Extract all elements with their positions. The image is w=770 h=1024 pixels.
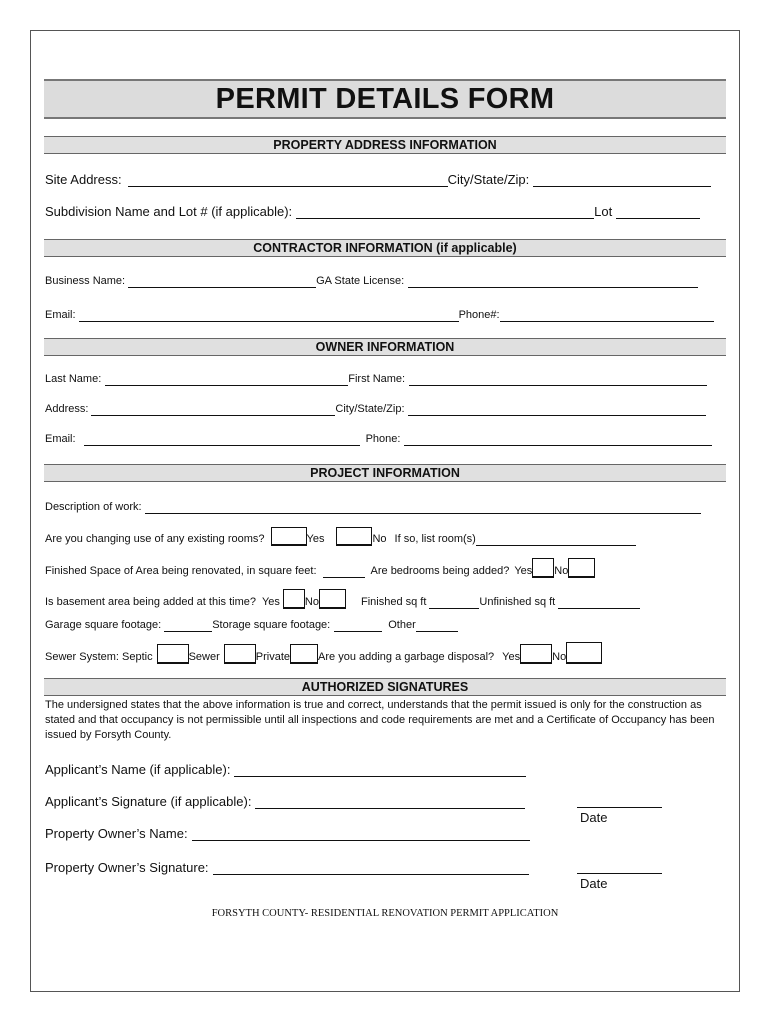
- applicant-signature-label: Applicant’s Signature (if applicable):: [45, 794, 252, 809]
- garbage-no-label: No: [552, 651, 567, 663]
- basement-no-label: No: [304, 596, 319, 608]
- business-row: [45, 275, 698, 288]
- garbage-no-box[interactable]: [566, 642, 602, 664]
- other-label: Other: [388, 619, 416, 631]
- first-name-label: First Name:: [348, 373, 406, 385]
- other-field[interactable]: [416, 619, 458, 632]
- business-name-field[interactable]: [128, 275, 316, 288]
- owner-city-field[interactable]: [408, 403, 706, 416]
- lot-field[interactable]: [616, 204, 700, 219]
- business-name-label: Business Name:: [45, 275, 126, 287]
- bedrooms-yes-label: Yes: [514, 565, 533, 577]
- applicant-signature-row: [45, 794, 525, 809]
- section-signatures-header: AUTHORIZED SIGNATURES: [44, 678, 726, 696]
- garbage-yes-box[interactable]: [520, 644, 552, 664]
- description-field[interactable]: [145, 501, 701, 514]
- finished-space-label: Finished Space of Area being renovated, in square feet:: [45, 565, 317, 577]
- basement-label: Is basement area being added at this time?: [45, 596, 256, 608]
- property-city-field[interactable]: [533, 172, 711, 187]
- section-property-header: PROPERTY ADDRESS INFORMATION: [44, 136, 726, 154]
- owner-address-label: Address:: [45, 403, 89, 415]
- garage-row: [45, 619, 458, 632]
- owner-signature-label: Property Owner’s Signature:: [45, 860, 209, 875]
- basement-yes-box[interactable]: [283, 589, 305, 609]
- garage-field[interactable]: [164, 619, 212, 632]
- owner-name-sig-row: [45, 826, 530, 841]
- description-label: Description of work:: [45, 501, 142, 513]
- owner-name-sig-label: Property Owner’s Name:: [45, 826, 188, 841]
- owner-date-label: Date: [580, 876, 608, 891]
- owner-email-row: [45, 433, 712, 446]
- bedrooms-no-box[interactable]: [568, 558, 595, 578]
- changing-use-no-label: No: [372, 533, 387, 545]
- list-rooms-label: If so, list room(s): [394, 533, 476, 545]
- sewer-opt-label: Sewer: [188, 651, 220, 663]
- sewer-label: Sewer System: Septic: [45, 651, 153, 663]
- changing-use-yes-box[interactable]: [271, 527, 307, 546]
- finished-sqft-field[interactable]: [429, 596, 479, 609]
- site-address-field[interactable]: [128, 172, 448, 187]
- garbage-label: Are you adding a garbage disposal?: [318, 651, 495, 663]
- storage-field[interactable]: [334, 619, 382, 632]
- page-title: PERMIT DETAILS FORM: [44, 79, 726, 119]
- contractor-email-row: [45, 309, 714, 322]
- owner-date-line[interactable]: [577, 873, 662, 874]
- owner-address-field[interactable]: [91, 403, 335, 416]
- applicant-name-label: Applicant’s Name (if applicable):: [45, 762, 231, 777]
- owner-email-field[interactable]: [84, 433, 360, 446]
- owner-address-row: [45, 403, 706, 416]
- changing-use-no-box[interactable]: [336, 527, 372, 546]
- contractor-phone-field[interactable]: [500, 309, 714, 322]
- finished-space-row: [45, 558, 595, 578]
- garbage-yes-label: Yes: [502, 651, 521, 663]
- private-opt-label: Private: [255, 651, 291, 663]
- description-row: [45, 501, 701, 514]
- last-name-label: Last Name:: [45, 373, 102, 385]
- owner-signature-row: [45, 860, 529, 875]
- list-rooms-field[interactable]: [476, 533, 636, 546]
- unfinished-sqft-label: Unfinished sq ft: [479, 596, 556, 608]
- site-address-label: Site Address:: [45, 172, 122, 187]
- site-address-row: [45, 172, 711, 187]
- subdivision-label: Subdivision Name and Lot # (if applicable):: [45, 204, 293, 219]
- contractor-phone-label: Phone#:: [458, 309, 500, 321]
- contractor-email-label: Email:: [45, 309, 76, 321]
- owner-city-label: City/State/Zip:: [335, 403, 405, 415]
- page-footer: FORSYTH COUNTY- RESIDENTIAL RENOVATION PERMIT APPLICATION: [211, 908, 559, 919]
- subdivision-row: [45, 204, 700, 219]
- last-name-field[interactable]: [105, 373, 348, 386]
- owner-name-row: [45, 373, 707, 386]
- changing-use-yes-label: Yes: [306, 533, 325, 545]
- section-owner-header: OWNER INFORMATION: [44, 338, 726, 356]
- finished-sqft-label: Finished sq ft: [360, 596, 427, 608]
- owner-signature-field[interactable]: [213, 860, 529, 875]
- lot-label: Lot: [594, 204, 613, 219]
- garage-label: Garage square footage:: [45, 619, 162, 631]
- private-box[interactable]: [290, 644, 318, 664]
- section-project-header: PROJECT INFORMATION: [44, 464, 726, 482]
- section-contractor-header: CONTRACTOR INFORMATION (if applicable): [44, 239, 726, 257]
- basement-yes-label: Yes: [261, 596, 280, 608]
- sewer-box[interactable]: [224, 644, 256, 664]
- bedrooms-no-label: No: [554, 565, 569, 577]
- septic-box[interactable]: [157, 644, 189, 664]
- owner-email-label: Email:: [45, 433, 76, 445]
- ga-license-label: GA State License:: [316, 275, 405, 287]
- contractor-email-field[interactable]: [79, 309, 459, 322]
- basement-row: [45, 589, 640, 609]
- applicant-date-label: Date: [580, 810, 608, 825]
- applicant-name-field[interactable]: [234, 762, 526, 777]
- applicant-name-row: [45, 762, 526, 777]
- first-name-field[interactable]: [409, 373, 707, 386]
- owner-name-sig-field[interactable]: [192, 826, 530, 841]
- owner-phone-label: Phone:: [365, 433, 401, 445]
- applicant-signature-field[interactable]: [255, 794, 525, 809]
- basement-no-box[interactable]: [319, 589, 346, 609]
- changing-use-label: Are you changing use of any existing rooms?: [45, 533, 265, 545]
- signature-statement: The undersigned states that the above information is true and correct, understands that the permit issued is only for the construction as stated and that occupancy is not permissible until all inspections and code requirements are met and a Certificate of Occupancy has been issued by Forsyth County.: [45, 699, 715, 741]
- bedrooms-yes-box[interactable]: [532, 558, 554, 578]
- finished-space-field[interactable]: [323, 565, 365, 578]
- owner-phone-field[interactable]: [404, 433, 712, 446]
- ga-license-field[interactable]: [408, 275, 698, 288]
- bedrooms-label: Are bedrooms being added?: [370, 565, 510, 577]
- unfinished-sqft-field[interactable]: [558, 596, 640, 609]
- sewer-row: [45, 642, 602, 664]
- storage-label: Storage square footage:: [212, 619, 331, 631]
- subdivision-field[interactable]: [296, 204, 594, 219]
- property-city-label: City/State/Zip:: [447, 172, 530, 187]
- changing-use-row: [45, 527, 636, 546]
- applicant-date-line[interactable]: [577, 807, 662, 808]
